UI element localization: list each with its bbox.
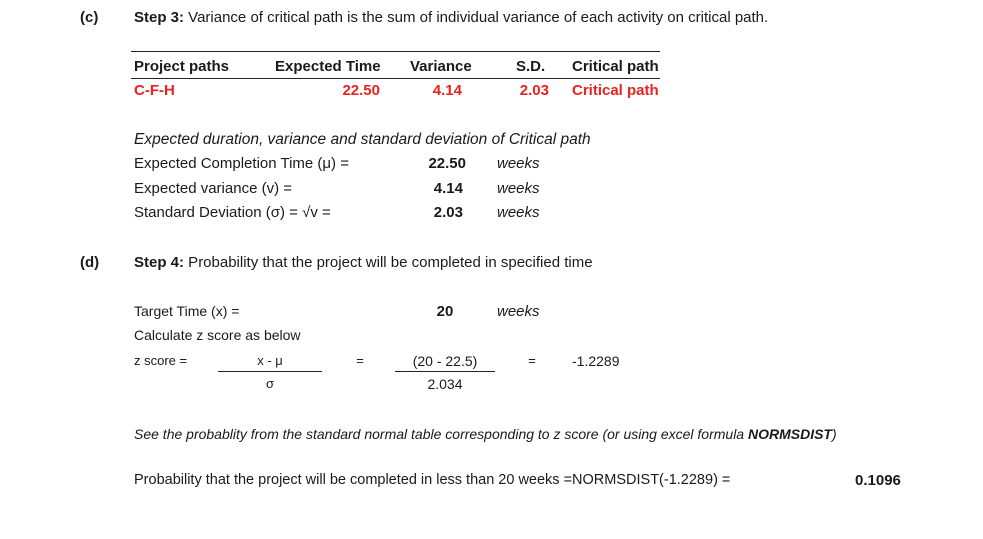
formula-fraction-bar <box>218 371 322 372</box>
normsdist-note <box>134 426 837 442</box>
probability-text: Probability that the project will be completed in less than 20 weeks =NORMSDIST(-1.2289) = <box>134 472 731 488</box>
note-text: See the probablity from the standard normal table corresponding to z score (or using excel formula <box>134 426 748 442</box>
calc-denominator: 2.034 <box>427 376 463 392</box>
probability-value: 0.1096 <box>855 472 901 489</box>
cell-sd: 2.03 <box>519 82 549 99</box>
section-c-label: (c) <box>80 9 99 26</box>
zscore-label: z score = <box>134 353 188 368</box>
header-expected-time: Expected Time <box>275 58 381 75</box>
target-unit: weeks <box>497 303 540 320</box>
step3-description: Variance of critical path is the sum of individual variance of each activity on critical path. <box>184 9 769 26</box>
section-d-label: (d) <box>80 254 100 271</box>
summary-heading: Expected duration, variance and standard deviation of Critical path <box>134 131 591 148</box>
step4-text <box>134 254 593 271</box>
summary-value-variance: 4.14 <box>433 180 463 197</box>
summary-label-sd: Standard Deviation (σ) = √v = <box>134 204 331 221</box>
target-label: Target Time (x) = <box>134 303 240 319</box>
step3-text <box>134 9 768 26</box>
header-sd: S.D. <box>516 58 546 75</box>
note-close: ) <box>831 426 837 442</box>
summary-value-sd: 2.03 <box>433 204 463 221</box>
table-top-border <box>131 51 660 52</box>
note-formula: NORMSDIST <box>747 426 832 442</box>
header-critical-path: Critical path <box>572 58 659 75</box>
header-variance: Variance <box>410 58 472 75</box>
zscore-intro: Calculate z score as below <box>134 327 301 343</box>
cell-variance: 4.14 <box>432 82 462 99</box>
table-header-divider <box>131 78 660 79</box>
formula-denominator: σ <box>265 376 275 391</box>
target-value: 20 <box>436 303 454 320</box>
cell-expected-time: 22.50 <box>342 82 380 99</box>
cell-critical: Critical path <box>572 82 659 99</box>
summary-unit-variance: weeks <box>497 180 540 197</box>
summary-unit-sd: weeks <box>497 204 540 221</box>
cell-path: C-F-H <box>134 82 175 99</box>
equals-sign-2: = <box>528 353 536 368</box>
step3-label: Step 3: <box>134 9 185 26</box>
summary-unit-mu: weeks <box>497 155 540 172</box>
formula-numerator: x - μ <box>257 353 283 368</box>
summary-label-mu: Expected Completion Time (μ) = <box>134 155 349 172</box>
summary-value-mu: 22.50 <box>428 155 466 172</box>
step4-description: Probability that the project will be completed in specified time <box>184 254 593 271</box>
header-project-paths: Project paths <box>134 58 230 75</box>
step4-label: Step 4: <box>134 254 185 271</box>
zscore-result: -1.2289 <box>572 353 620 369</box>
calc-numerator: (20 - 22.5) <box>412 353 478 369</box>
summary-label-variance: Expected variance (v) = <box>134 180 292 197</box>
calc-fraction-bar <box>395 371 495 372</box>
equals-sign-1: = <box>356 353 364 368</box>
